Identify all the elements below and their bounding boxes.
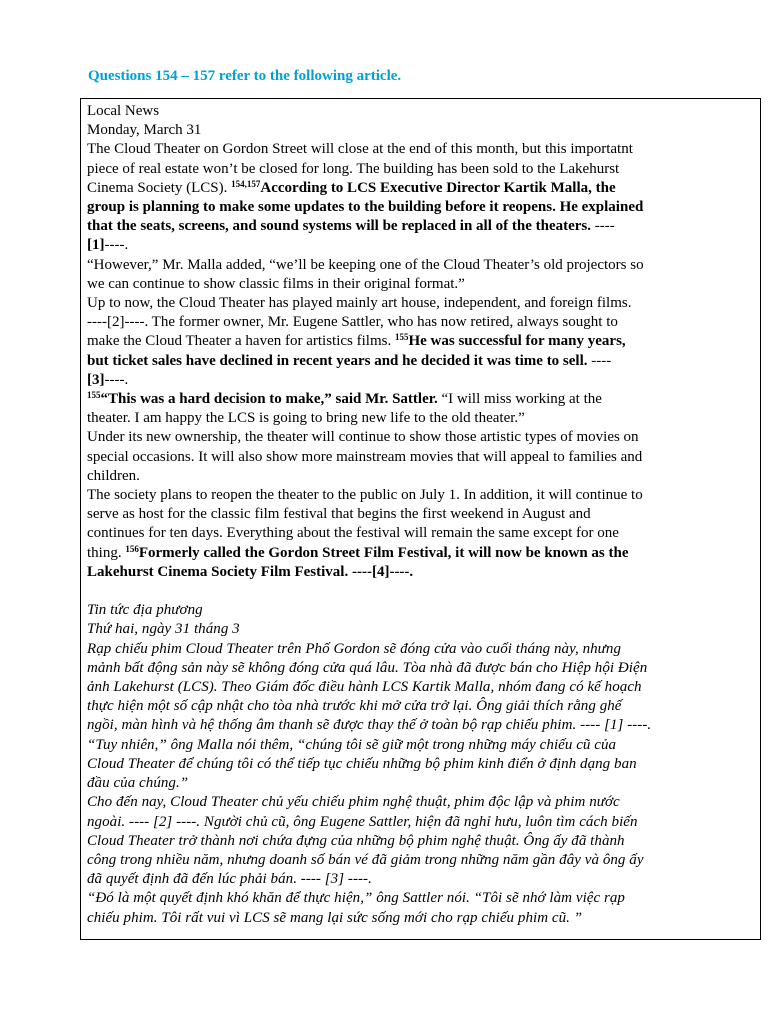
- text-span: thing.: [87, 544, 126, 561]
- question-ref: 154,157: [231, 178, 261, 189]
- paragraph-line: The society plans to reopen the theater to the public on July 1. In addition, it will continue to: [87, 487, 643, 504]
- question-ref: 156: [125, 543, 139, 554]
- question-ref: 155: [394, 332, 409, 343]
- paragraph-line: piece of real estate won’t be closed for long. The building has been sold to the Lakehurst: [87, 160, 620, 177]
- translation-line: Cloud Theater trở thành nơi chứa đựng của những bộ phim nghệ thuật. Ông ấy đã thành: [87, 832, 625, 849]
- paragraph-line: theater. I am happy the LCS is going to bring new life to the old theater.”: [87, 410, 525, 427]
- paragraph-line: special occasions. It will also show more mainstream movies that will appeal to families and: [87, 448, 643, 465]
- paragraph-line: Up to now, the Cloud Theater has played mainly art house, independent, and foreign films.: [87, 295, 632, 312]
- key-sentence: Formerly called the Gordon Street Film Festival, it will now be known as the: [138, 544, 629, 561]
- text-span: ----: [591, 218, 615, 235]
- text-span: ----.: [104, 371, 129, 388]
- translation-line: “Tuy nhiên,” ông Malla nói thêm, “chúng tôi sẽ giữ một trong những máy chiếu cũ của: [87, 736, 617, 753]
- paragraph-line: [87, 352, 754, 371]
- key-sentence: According to LCS Executive Director Kartik Malla, the: [260, 179, 616, 196]
- key-sentence: group is planning to make some updates to the building before it reopens. He explained: [87, 199, 644, 216]
- translation-line: ngoài. ---- [2] ----. Người chủ cũ, ông Eugene Sattler, hiện đã nghỉ hưu, luôn tìm cách biến: [87, 813, 638, 830]
- key-sentence: but ticket sales have declined in recent years and he decided it was time to sell.: [87, 352, 588, 369]
- translation-line: “Đó là một quyết định khó khăn để thực hiện,” ông Sattler nói. “Tôi sẽ nhớ làm việc rạp: [87, 890, 625, 907]
- translation-line: Cloud Theater để chúng tôi có thể tiếp tục chiếu những bộ phim kinh điển ở định dạng ban: [87, 755, 637, 772]
- paragraph-line: children.: [87, 467, 140, 484]
- text-span: ----.: [104, 237, 129, 254]
- paragraph-line: serve as host for the classic film festival that begins the first weekend in August and: [87, 506, 591, 523]
- translation-line: Rạp chiếu phim Cloud Theater trên Phố Gordon sẽ đóng cửa vào cuối tháng này, nhưng: [87, 640, 622, 657]
- section-label: Tin tức địa phương: [87, 602, 203, 619]
- section-label: Local News: [87, 103, 160, 119]
- questions-heading: Questions 154 – 157 refer to the following article.: [88, 68, 402, 84]
- blank-marker: [3]: [87, 371, 105, 388]
- question-ref: 155: [87, 390, 101, 401]
- article-date: Thứ hai, ngày 31 tháng 3: [87, 621, 240, 638]
- translation-line: mảnh bất động sản này sẽ không đóng cửa quá lâu. Tòa nhà đã được bán cho Hiệp hội Điện: [87, 659, 648, 676]
- translation-line: ngồi, màn hình và hệ thống âm thanh sẽ được thay thế ở toàn bộ rạp chiếu phim. ---- [1] ----.: [87, 717, 652, 734]
- paragraph-line: [87, 390, 754, 409]
- paragraph-line: [87, 332, 754, 351]
- paragraph-line: ----[2]----. The former owner, Mr. Eugene Sattler, who has now retired, always sought to: [87, 314, 618, 331]
- article-box: [80, 98, 761, 940]
- paragraph-line: we can continue to show classic films in their original format.”: [87, 275, 465, 292]
- translation-line: chiếu phim. Tôi rất vui vì LCS sẽ mang lại sức sống mới cho rạp chiếu phim cũ. ”: [87, 909, 583, 926]
- blank-marker: [1]: [87, 237, 105, 254]
- text-span: “I will miss working at the: [437, 391, 602, 408]
- english-article: [87, 102, 754, 582]
- translation-line: thực hiện một số cập nhật cho tòa nhà trước khi mở cửa trở lại. Ông giải thích rằng ghế: [87, 698, 622, 715]
- paragraph-line: [87, 217, 754, 236]
- paragraph-line: Under its new ownership, the theater will continue to show those artistic types of movies on: [87, 429, 639, 446]
- text-span: Cinema Society (LCS).: [87, 179, 232, 196]
- translation-line: ảnh Lakehurst (LCS). Theo Giám đốc điều hành LCS Kartik Malla, nhóm đang có kế hoạch: [87, 679, 642, 696]
- paragraph-line: continues for ten days. Everything about the festival will remain the same except for one: [87, 525, 619, 542]
- translation-line: đầu của chúng.”: [87, 775, 189, 792]
- paragraph-line: “However,” Mr. Malla added, “we’ll be keeping one of the Cloud Theater’s old projectors so: [87, 256, 644, 273]
- spacer: [87, 582, 754, 601]
- paragraph-line: [87, 544, 754, 563]
- article-date: Monday, March 31: [87, 122, 202, 139]
- translation-line: đã quyết định đã đến lúc phải bán. ---- [3] ----.: [87, 871, 372, 888]
- key-sentence: that the seats, screens, and sound systems will be replaced in all of the theaters.: [87, 218, 592, 235]
- translation-line: công trong nhiều năm, nhưng doanh số bán vé đã giảm trong những năm gần đây và ông ấy: [87, 851, 644, 868]
- key-sentence: He was successful for many years,: [408, 333, 626, 350]
- blank-marker-line: [87, 236, 754, 255]
- paragraph-line: The Cloud Theater on Gordon Street will close at the end of this month, but this importatnt: [87, 141, 633, 158]
- blank-marker-line: [87, 371, 754, 390]
- vietnamese-translation: [87, 601, 754, 927]
- paragraph-line: [87, 179, 754, 198]
- key-sentence: “This was a hard decision to make,” said Mr. Sattler.: [100, 391, 438, 408]
- text-span: make the Cloud Theater a haven for artistics films.: [87, 333, 395, 350]
- translation-line: Cho đến nay, Cloud Theater chủ yếu chiếu phim nghệ thuật, phim độc lập và phim nước: [87, 794, 620, 811]
- text-span: ----: [587, 352, 612, 369]
- key-sentence: Lakehurst Cinema Society Film Festival. ----[4]----.: [87, 563, 414, 580]
